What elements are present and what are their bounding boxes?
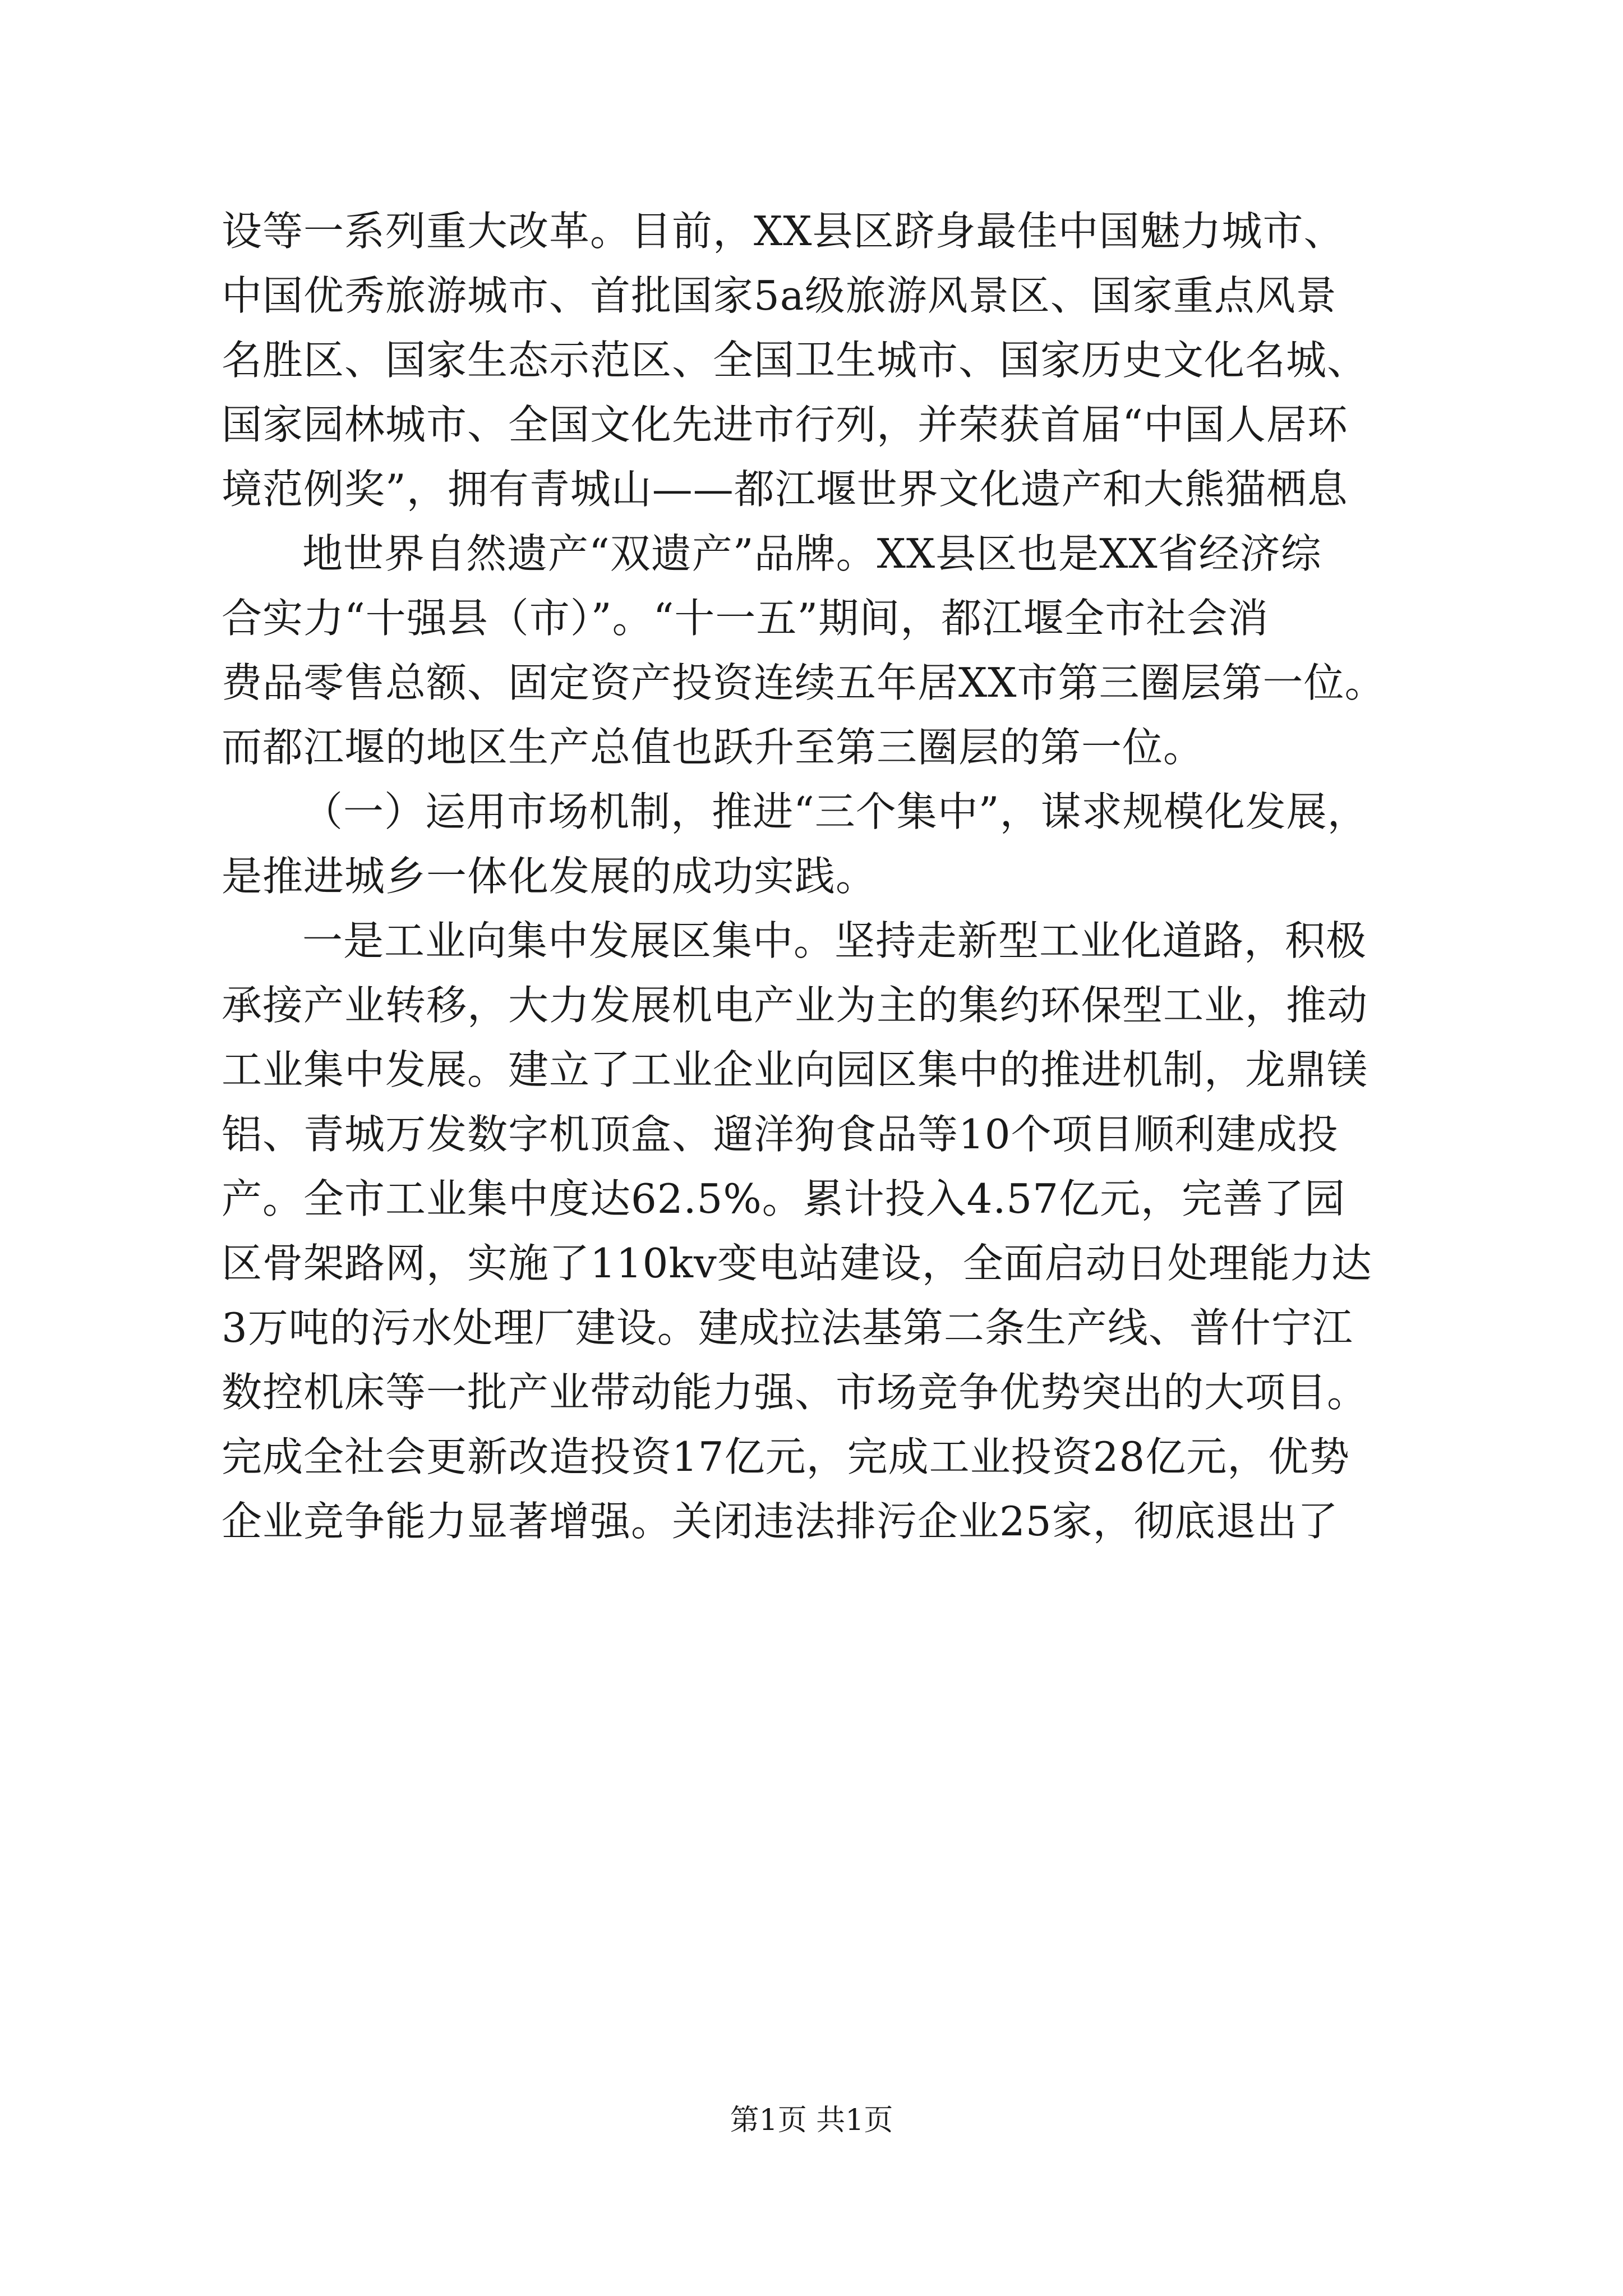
text-line: 合实力“十强县（市）”。“十一五”期间，都江堰全市社会消 [222, 595, 1269, 642]
text-line: 名胜区、国家生态示范区、全国卫生城市、国家历史文化名城、 [222, 337, 1368, 384]
text-line: 地世界自然遗产“双遗产”品牌。XX县区也是XX省经济综 [302, 530, 1322, 577]
text-line: 境范例奖”，拥有青城山——都江堰世界文化遗产和大熊猫栖息 [222, 466, 1348, 513]
text-line: 国家园林城市、全国文化先进市行列，并荣获首届“中国人居环 [222, 401, 1348, 448]
text-line: 完成全社会更新改造投资17亿元，完成工业投资28亿元，优势 [222, 1433, 1350, 1480]
text-line: 数控机床等一批产业带动能力强、市场竞争优势突出的大项目。 [222, 1369, 1368, 1416]
text-line: 费品零售总额、固定资产投资连续五年居XX市第三圈层第一位。 [222, 659, 1386, 706]
text-line: 中国优秀旅游城市、首批国家5a级旅游风景区、国家重点风景 [222, 272, 1337, 319]
text-line: 产。全市工业集中度达62.5%。累计投入4.57亿元，完善了园 [222, 1175, 1346, 1222]
section-heading: （一）运用市场机制，推进“三个集中”，谋求规模化发展， [302, 788, 1368, 835]
text-line: 区骨架路网，实施了110kv变电站建设，全面启动日处理能力达 [222, 1240, 1372, 1287]
text-line: 设等一系列重大改革。目前，XX县区跻身最佳中国魅力城市、 [222, 208, 1345, 255]
page-number: 第1页 共1页 [730, 2104, 893, 2137]
text-line: 企业竞争能力显著增强。关闭违法排污企业25家，彻底退出了 [222, 1498, 1339, 1545]
text-line: 承接产业转移，大力发展机电产业为主的集约环保型工业，推动 [222, 982, 1368, 1029]
text-line: 3万吨的污水处理厂建设。建成拉法基第二条生产线、普什宁江 [222, 1304, 1353, 1351]
text-line: 而都江堰的地区生产总值也跃升至第三圈层的第一位。 [222, 724, 1205, 771]
text-line: 工业集中发展。建立了工业企业向园区集中的推进机制，龙鼎镁 [222, 1046, 1368, 1093]
document-body [222, 199, 1438, 1554]
text-line: 一是工业向集中发展区集中。坚持走新型工业化道路，积极 [302, 917, 1367, 964]
text-line: 铝、青城万发数字机顶盒、遛洋狗食品等10个项目顺利建成投 [222, 1111, 1339, 1158]
section-heading-continued: 是推进城乡一体化发展的成功实践。 [222, 853, 877, 900]
